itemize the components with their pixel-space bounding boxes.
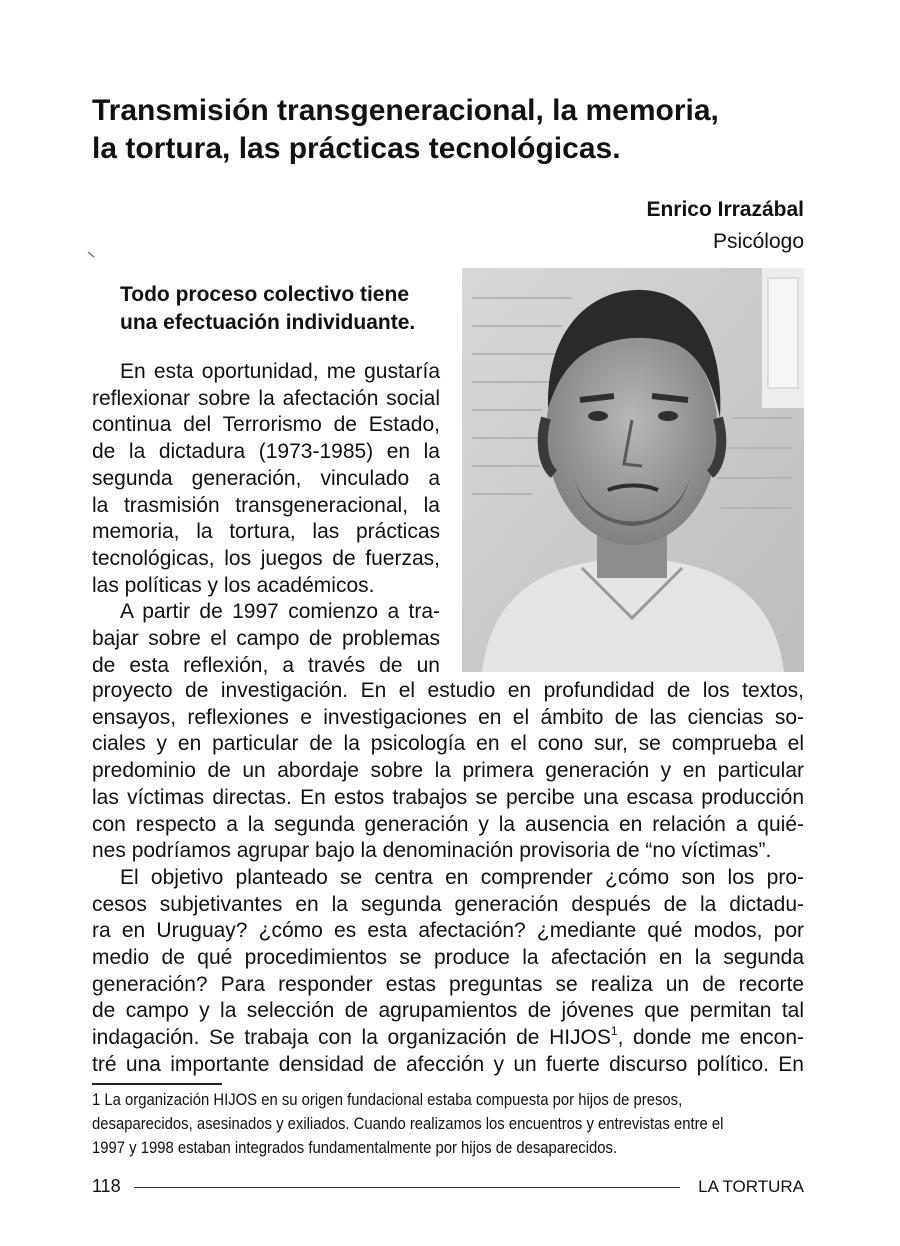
footnote-line: 1997 y 1998 estaban integrados fundamentalmente por hijos de desaparecidos. [92, 1139, 618, 1157]
running-title: LA TORTURA [698, 1177, 804, 1196]
title-line: Transmisión transgeneracional, la memoria, [92, 94, 719, 127]
lead-line: una efectuación individuante. [120, 311, 416, 334]
page-number: 118 [92, 1176, 121, 1196]
page-footer [92, 1176, 804, 1200]
author-name: Enrico Irrazábal [646, 198, 804, 221]
text-line: ciales y en particular de la psicología en el cono sur, se comprueba el [92, 732, 804, 756]
text-line: de campo y la selección de agrupamientos de jóvenes que permitan tal [92, 999, 804, 1023]
scan-mark [88, 252, 95, 258]
text-line: memoria, la tortura, las prácticas [92, 520, 440, 544]
text-line: bajar sobre el campo de problemas [92, 627, 440, 651]
text-line: A partir de 1997 comienzo a tra- [120, 600, 440, 624]
body-text-full-width [92, 678, 804, 1079]
lead-quote [120, 281, 460, 337]
author-photo [462, 268, 804, 672]
text-line: las políticas y los académicos. [92, 573, 375, 597]
title-line: la tortura, las prácticas tecnológicas. [92, 132, 621, 165]
footnote-divider [92, 1083, 222, 1085]
lead-line: Todo proceso colectivo tiene [120, 283, 409, 306]
author-role: Psicólogo [712, 230, 804, 253]
text-line: de esta reflexión, a través de un [92, 653, 440, 677]
footnote-reference: 1 [610, 1024, 618, 1039]
text-line: ensayos, reflexiones e investigaciones en el ámbito de las ciencias so- [92, 705, 804, 729]
text-line: continua del Terrorismo de Estado, [92, 413, 440, 437]
text-line: de la dictadura (1973-1985) en la [92, 440, 440, 464]
text-line: tré una importante densidad de afección y un fuerte discurso político. En [92, 1052, 804, 1076]
text-line: la trasmisión transgeneracional, la [92, 493, 440, 517]
text-line: predominio de un abordaje sobre la primera generación y en particular [92, 759, 804, 783]
text-line: generación? Para responder estas preguntas se realiza un de recorte [92, 972, 804, 996]
text-line: segunda generación, vinculado a [92, 466, 440, 490]
footnote-line: desaparecidos, asesinados y exiliados. Cuando realizamos los encuentros y entrevistas entre el [92, 1115, 724, 1133]
footer-rule [134, 1187, 680, 1188]
text-line: En esta oportunidad, me gustaría [120, 360, 440, 383]
footnote [92, 1088, 733, 1160]
text-line: proyecto de investigación. En el estudio en profundidad de los textos, [92, 679, 804, 702]
body-text-narrow-column [92, 359, 440, 679]
text-line: nes podríamos agrupar bajo la denominación provisoria de “no víctimas”. [92, 839, 772, 863]
portrait-illustration [462, 268, 804, 672]
text-line [92, 1025, 804, 1052]
text-fragment: , donde me encon- [617, 1026, 804, 1050]
footnote-line: 1 La organización HIJOS en su origen fundacional estaba compuesta por hijos de presos, [92, 1091, 683, 1109]
text-line: reflexionar sobre la afectación social [92, 386, 440, 410]
text-line: las víctimas directas. En estos trabajos se percibe una escasa producción [92, 785, 804, 809]
text-line: medio de qué procedimientos se produce la afectación en la segunda [92, 946, 804, 970]
text-line: cesos subjetivantes en la segunda generación después de la dictadu- [92, 892, 804, 916]
text-line: ra en Uruguay? ¿cómo es esta afectación? ¿mediante qué modos, por [92, 919, 804, 943]
author-block [646, 194, 804, 258]
text-line: con respecto a la segunda generación y la ausencia en relación a quié- [92, 812, 804, 836]
article-title [92, 92, 812, 168]
text-line: tecnológicas, los juegos de fuerzas, [92, 546, 440, 570]
text-fragment: indagación. Se trabaja con la organización de HIJOS [92, 1026, 611, 1050]
text-line: El objetivo planteado se centra en comprender ¿cómo son los pro- [120, 865, 804, 889]
